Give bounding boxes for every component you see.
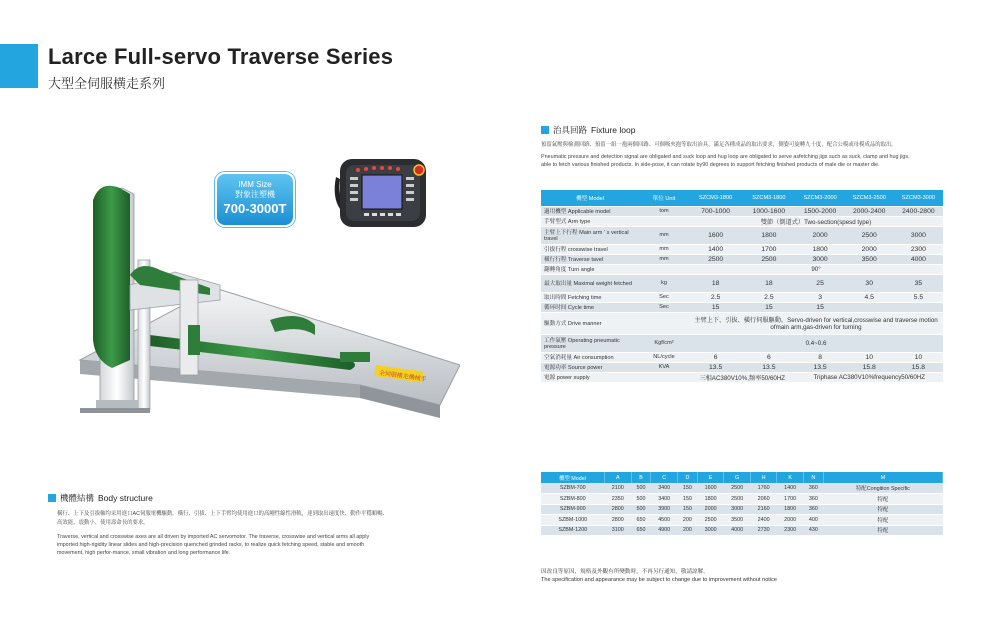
dims-cell: 360 [803, 494, 823, 505]
accent-bar [0, 44, 38, 88]
dims-cell: 360 [803, 504, 823, 515]
spec-header-cell: SZCM3-1800 [689, 190, 742, 206]
spec-value: 15.8 [894, 362, 943, 372]
spec-value: 2400-2800 [894, 206, 943, 216]
spec-unit: Sec [639, 292, 689, 302]
spec-value: 三相AC380V10%,频率50/60HZ [689, 372, 796, 382]
spec-label: 電源功率 Source power [541, 362, 639, 372]
dims-header-cell: N [803, 472, 823, 483]
spec-unit: Kgf/cm² [639, 334, 689, 352]
square-bullet-icon [48, 494, 56, 502]
spec-value: 2.5 [742, 292, 795, 302]
dims-cell: 特配 [823, 504, 942, 515]
dims-cell: 4900 [651, 525, 678, 536]
spec-value: 4.5 [845, 292, 894, 302]
fixture-text-en-2: able to fetch various finished products. In side-pose, it can rotate by90 degrees to support fetching finished products of male die or master die. [541, 162, 880, 168]
dims-cell: 2350 [605, 494, 632, 505]
spec-value: 3500 [845, 254, 894, 264]
table-row [541, 504, 943, 515]
spec-value: 18 [742, 274, 795, 292]
table-row [541, 362, 943, 372]
dims-cell: 150 [677, 504, 697, 515]
fixture-loop-heading [541, 124, 635, 136]
body-structure-heading [48, 492, 153, 504]
dims-header-cell: K [777, 472, 804, 483]
dims-cell: 特配 [823, 494, 942, 505]
spec-value: 700-1000 [689, 206, 742, 216]
spec-label: 循环时间 Cycle time [541, 302, 639, 312]
dims-cell: 4000 [724, 525, 751, 536]
dims-cell: 3500 [724, 515, 751, 526]
page-subtitle: 大型全伺服横走系列 [48, 76, 166, 91]
dims-cell: SZBM-700 [541, 483, 605, 494]
table-row [541, 244, 943, 254]
spec-value: 10 [845, 352, 894, 362]
dims-cell: 1600 [697, 483, 724, 494]
dims-cell: 3900 [651, 504, 678, 515]
badge-line-3: 700-3000T [223, 201, 287, 216]
dims-cell: 3100 [605, 525, 632, 536]
body-text-en-2: imported high-rigidity linear slides and high-precision quenched grinded racks, to realize quick fetching speed, stable and smooth [57, 542, 365, 548]
spec-value: 13.5 [689, 362, 742, 372]
spec-value: 10 [894, 352, 943, 362]
spec-value: 15.8 [845, 362, 894, 372]
dims-cell: 1800 [777, 504, 804, 515]
spec-label: 最大取出量 Maximal weight fetched [541, 274, 639, 292]
dims-header-cell: E [697, 472, 724, 483]
spec-unit: kg [639, 274, 689, 292]
spec-header-cell: SZCM3-2000 [796, 190, 845, 206]
dims-cell: SZBM-1000 [541, 515, 605, 526]
spec-value: 1800 [796, 244, 845, 254]
dims-cell: 2400 [750, 515, 777, 526]
spec-value: 2500 [845, 226, 894, 244]
spec-unit [639, 312, 689, 334]
fixture-text-zh: 預留氣壓與檢測回路、預留一組一抱兩個回路、可個吸夾抱等取出治具，滿足各種成品的取出要求，側姿可旋轉九十度，配合公模或母模成品的取出。 [541, 142, 897, 148]
dims-cell: 400 [803, 515, 823, 526]
dims-cell: SZBM-900 [541, 504, 605, 515]
spec-header-cell: 單位 Unit [639, 190, 689, 206]
dims-cell: 3000 [697, 525, 724, 536]
dims-header-row [541, 472, 943, 483]
spec-value [894, 302, 943, 312]
spec-label: 翻轉角度 Turn angle [541, 264, 639, 274]
spec-value: 8 [796, 352, 845, 362]
dims-cell: 1800 [697, 494, 724, 505]
spec-value: 3000 [894, 226, 943, 244]
teach-pendant-illustration [332, 157, 430, 229]
dims-cell: 650 [631, 525, 651, 536]
spec-value: Triphase AC380V10%frequency50/60HZ [796, 372, 943, 382]
table-row [541, 274, 943, 292]
dims-cell: 430 [803, 525, 823, 536]
dims-header-cell: G [724, 472, 751, 483]
spec-label: 引拔行程 crosswise travel [541, 244, 639, 254]
badge-line-1: IMM Size [238, 180, 272, 189]
table-row [541, 292, 943, 302]
dims-cell: SZBM-1200 [541, 525, 605, 536]
spec-unit [639, 216, 689, 226]
fixture-heading-en: Fixture loop [591, 125, 636, 135]
spec-label: 驅動方式 Drive manner [541, 312, 639, 334]
spec-value: 2.5 [689, 292, 742, 302]
dims-cell: 2300 [777, 525, 804, 536]
dims-cell: 2000 [697, 504, 724, 515]
spec-value: 2500 [689, 254, 742, 264]
spec-label: 空氣消耗量 Air consumption [541, 352, 639, 362]
spec-value: 18 [689, 274, 742, 292]
spec-value: 6 [689, 352, 742, 362]
spec-value: 1000-1600 [742, 206, 795, 216]
dims-cell: 2000 [777, 515, 804, 526]
spec-header-row [541, 190, 943, 206]
dims-cell: 150 [677, 494, 697, 505]
dims-cell: 3400 [651, 483, 678, 494]
spec-value: 2500 [742, 254, 795, 264]
dims-cell: 500 [631, 504, 651, 515]
spec-unit: tom [639, 206, 689, 216]
table-row [541, 515, 943, 526]
spec-label: 橫行行程 Traverse tavel [541, 254, 639, 264]
body-text-en-3: movement, high perfor-mance, small vibration and long performance life. [57, 550, 231, 556]
page-header [0, 44, 991, 94]
spec-value: 1400 [689, 244, 742, 254]
spec-value: 1800 [742, 226, 795, 244]
dims-cell: 2500 [697, 515, 724, 526]
body-heading-zh: 機體結構 [60, 493, 95, 503]
dims-cell: 特配 [823, 515, 942, 526]
spec-unit: NL/cycle [639, 352, 689, 362]
table-row [541, 264, 943, 274]
spec-value [845, 302, 894, 312]
dims-header-cell: 機型 Model [541, 472, 605, 483]
dims-header-cell: A [605, 472, 632, 483]
spec-value: 2000-2400 [845, 206, 894, 216]
spec-label: 工作氣壓 Operating pneumatic pressure [541, 334, 639, 352]
dims-cell: 2500 [724, 494, 751, 505]
dims-cell: 2800 [605, 515, 632, 526]
body-text-zh-1: 橫行、上下及引拔軸均采用進口AC伺服電機驅動。橫行、引拔、上下手臂均使用進口的高剛性線性滑軌，達到取出速度快、動作平穩順暢、 [57, 511, 388, 517]
spec-value: 主臂上下、引拔、橫行伺服驅動。Servo-driven for vertical,crosswise and traverse motion ofmain arm,gas-driven for turning [689, 312, 943, 334]
body-heading-en: Body structure [98, 493, 153, 503]
dims-cell: 2160 [750, 504, 777, 515]
table-row [541, 312, 943, 334]
dims-header-cell: B [631, 472, 651, 483]
table-row [541, 302, 943, 312]
spec-value: 4000 [894, 254, 943, 264]
spec-value: 3 [796, 292, 845, 302]
spec-value: 25 [796, 274, 845, 292]
dims-cell: 150 [677, 483, 697, 494]
dims-cell: SZBM-800 [541, 494, 605, 505]
dims-cell: 4500 [651, 515, 678, 526]
dims-cell: 2730 [750, 525, 777, 536]
dims-cell: 200 [677, 515, 697, 526]
dims-cell: 2800 [605, 504, 632, 515]
dims-cell: 500 [631, 483, 651, 494]
spec-unit [639, 372, 689, 382]
table-row [541, 206, 943, 216]
spec-value: 2300 [894, 244, 943, 254]
dims-cell: 200 [677, 525, 697, 536]
dims-header-cell: D [677, 472, 697, 483]
dims-cell: 3400 [651, 494, 678, 505]
spec-header-cell: SZCM3-3000 [894, 190, 943, 206]
spec-value: 1700 [742, 244, 795, 254]
body-text-en-1: Traverse, vertical and crosswise axes are all driven by imported AC servomotor. The traverse, crosswise and vertical arms all apply [57, 534, 370, 540]
dims-cell: 2100 [605, 483, 632, 494]
spec-value: 15 [796, 302, 845, 312]
spec-value: 13.5 [742, 362, 795, 372]
dims-cell: 650 [631, 515, 651, 526]
spec-value: 2000 [845, 244, 894, 254]
spec-value: 6 [742, 352, 795, 362]
table-row [541, 483, 943, 494]
table-row [541, 525, 943, 536]
footer-note-en: The specification and appearance may be subject to change due to improvement without notice [541, 577, 778, 583]
dims-header-cell: C [651, 472, 678, 483]
spec-unit: mm [639, 226, 689, 244]
footer-note-zh: 因改良等原因，規格及外觀有所變動時，不再另行通知，敬請諒解。 [541, 569, 709, 575]
spec-unit: KVA [639, 362, 689, 372]
spec-label: 手臂型式 Arm type [541, 216, 639, 226]
dims-header-cell: M [823, 472, 942, 483]
spec-value: 2000 [796, 226, 845, 244]
dims-cell: 特配 [823, 525, 942, 536]
dims-cell: 2060 [750, 494, 777, 505]
imm-size-badge [215, 172, 295, 227]
spec-value: 30 [845, 274, 894, 292]
spec-value: 3000 [796, 254, 845, 264]
square-bullet-icon [541, 126, 549, 134]
dims-cell: 500 [631, 494, 651, 505]
spec-value: 35 [894, 274, 943, 292]
dims-cell: 1400 [777, 483, 804, 494]
machine-label-text: 全伺服横走機械手 [378, 369, 427, 384]
table-row [541, 226, 943, 244]
table-row [541, 352, 943, 362]
table-row [541, 494, 943, 505]
spec-label: 取出時間 Fetching time [541, 292, 639, 302]
spec-header-cell: SZCM3-2500 [845, 190, 894, 206]
dims-cell: 1700 [777, 494, 804, 505]
spec-header-cell: 機型 Model [541, 190, 639, 206]
spec-unit [639, 264, 689, 274]
spec-label: 主臂上下行程 Main arm ' s vertical travel [541, 226, 639, 244]
badge-line-2: 對象注塑機 [235, 190, 275, 199]
fixture-text-en-1: Pneumatic pressure and detection signal are obligated and suck loop and hug loop are obligated to serve asfetching jigs such as suck, clamp and hug jigs, [541, 154, 910, 160]
spec-label: 適用機型 Applicable model [541, 206, 639, 216]
spec-unit: mm [639, 254, 689, 264]
dims-header-cell: H [750, 472, 777, 483]
table-row [541, 372, 943, 382]
dims-cell: 3000 [724, 504, 751, 515]
spec-value: 0.4~0.6 [689, 334, 943, 352]
spec-unit: mm [639, 244, 689, 254]
dims-cell: 1760 [750, 483, 777, 494]
dims-cell: 特配Congition Specific [823, 483, 942, 494]
dims-cell: 2500 [724, 483, 751, 494]
spec-value: 13.5 [796, 362, 845, 372]
spec-value: 90° [689, 264, 943, 274]
spec-header-cell: SZCM3-1800 [742, 190, 795, 206]
spec-value: 15 [689, 302, 742, 312]
table-row [541, 254, 943, 264]
spec-value: 雙節（倒道式）Two-section(spesd type) [689, 216, 943, 226]
spec-value: 1500-2000 [796, 206, 845, 216]
spec-value: 15 [742, 302, 795, 312]
table-row [541, 334, 943, 352]
spec-unit: Sec [639, 302, 689, 312]
dims-cell: 360 [803, 483, 823, 494]
page-title: Larce Full-servo Traverse Series [48, 44, 394, 69]
body-text-zh-2: 高效能、震動小、使用壽命長的要求。 [57, 520, 149, 526]
table-row [541, 216, 943, 226]
spec-value: 1600 [689, 226, 742, 244]
spec-value: 5.5 [894, 292, 943, 302]
spec-table [541, 190, 943, 383]
dimensions-table [541, 472, 943, 536]
spec-label: 電源 power supply [541, 372, 639, 382]
fixture-heading-zh: 治具回路 [553, 125, 588, 135]
